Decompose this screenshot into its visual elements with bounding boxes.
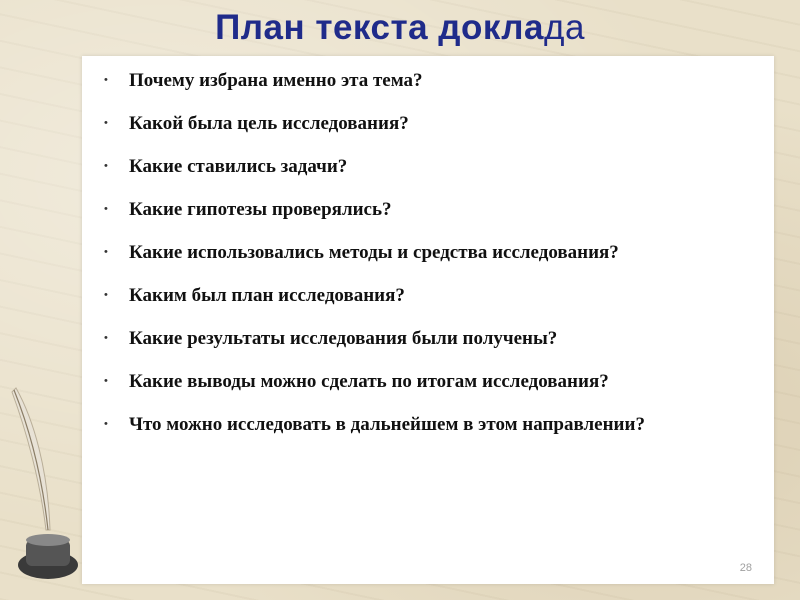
list-item (82, 411, 774, 438)
list-item (82, 368, 774, 395)
list-item-text: Какие выводы можно сделать по итогам исследования? (129, 371, 609, 392)
list-item-text: Какие гипотезы проверялись? (129, 199, 392, 220)
bullet-icon: • (104, 74, 108, 86)
bullet-icon: • (104, 375, 108, 387)
list-item-text: Каким был план исследования? (129, 285, 405, 306)
list-item-text: Какие использовались методы и средства исследования? (129, 242, 619, 263)
list-item-text: Какие результаты исследования были получены? (129, 328, 558, 349)
list-item-text: Почему избрана именно эта тема? (129, 70, 423, 91)
question-list (82, 56, 774, 438)
page-number: 28 (739, 562, 752, 574)
list-item (82, 67, 774, 94)
content-panel (82, 56, 774, 584)
list-item-text: Что можно исследовать в дальнейшем в этом направлении? (129, 414, 645, 435)
bullet-icon: • (104, 332, 108, 344)
bullet-icon: • (104, 246, 108, 258)
list-item (82, 110, 774, 137)
slide-title (215, 8, 585, 48)
bullet-icon: • (104, 117, 108, 129)
bullet-icon: • (104, 203, 108, 215)
bullet-icon: • (104, 418, 108, 430)
slide-title-bar (0, 0, 800, 56)
list-item (82, 196, 774, 223)
bullet-icon: • (104, 289, 108, 301)
slide-title-main: План текста докла (215, 8, 545, 47)
list-item-text: Какие ставились задачи? (129, 156, 348, 177)
slide-title-tail: да (544, 8, 585, 47)
list-item (82, 153, 774, 180)
quill-inkwell-icon (4, 380, 84, 590)
list-item (82, 282, 774, 309)
list-item-text: Какой была цель исследования? (129, 113, 409, 134)
list-item (82, 239, 774, 266)
bullet-icon: • (104, 160, 108, 172)
list-item (82, 325, 774, 352)
